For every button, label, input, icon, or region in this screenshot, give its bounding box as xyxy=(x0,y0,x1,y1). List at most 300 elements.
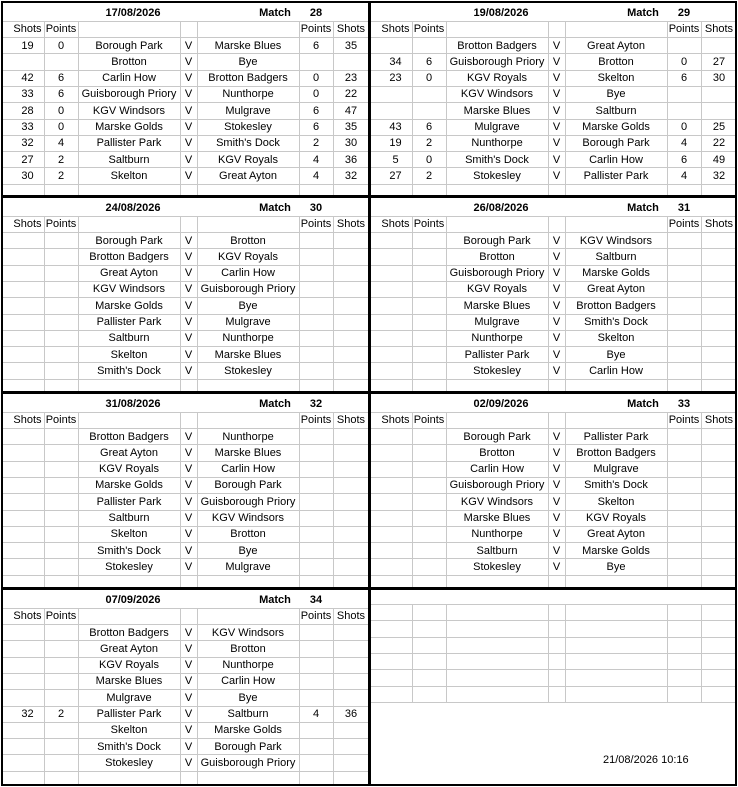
versus-cell[interactable]: V xyxy=(184,137,193,150)
versus-cell[interactable]: V xyxy=(552,299,561,312)
home-shots-cell[interactable] xyxy=(11,445,44,461)
match-number[interactable]: 34 xyxy=(309,594,323,606)
home-shots-cell[interactable]: 32 xyxy=(21,137,34,150)
versus-cell[interactable]: V xyxy=(184,626,193,639)
home-points-cell[interactable] xyxy=(44,265,78,281)
away-points-cell[interactable] xyxy=(299,494,333,510)
versus-cell[interactable]: V xyxy=(184,39,193,52)
away-team-cell[interactable]: Skelton xyxy=(597,332,635,345)
away-shots-cell[interactable]: 22 xyxy=(712,137,726,150)
home-team-cell[interactable]: Marske Blues xyxy=(463,299,531,312)
away-points-cell[interactable]: 4 xyxy=(312,169,320,182)
home-points-cell[interactable]: 2 xyxy=(425,169,433,182)
away-team-cell[interactable]: KGV Royals xyxy=(218,250,278,263)
home-points-cell[interactable] xyxy=(412,477,446,493)
home-shots-cell[interactable]: 23 xyxy=(389,72,402,85)
versus-cell[interactable]: V xyxy=(552,316,561,328)
away-team-cell[interactable]: Marske Blues xyxy=(214,348,282,361)
away-points-cell[interactable] xyxy=(667,249,701,265)
away-team-cell[interactable]: Guisborough Priory xyxy=(200,756,296,769)
versus-cell[interactable]: V xyxy=(184,528,193,541)
home-points-cell[interactable] xyxy=(412,103,446,119)
home-shots-cell[interactable] xyxy=(379,86,412,102)
home-shots-cell[interactable] xyxy=(11,314,44,330)
home-shots-cell[interactable] xyxy=(379,38,412,54)
away-shots-cell[interactable] xyxy=(333,657,369,673)
away-team-cell[interactable]: Carlin How xyxy=(221,675,275,688)
home-points-cell[interactable]: 0 xyxy=(425,72,433,85)
away-team-cell[interactable]: Borough Park xyxy=(214,479,282,492)
away-team-cell[interactable]: Mulgrave xyxy=(593,463,639,476)
versus-cell[interactable]: V xyxy=(184,299,193,312)
away-team-cell[interactable]: Guisborough Priory xyxy=(200,495,296,508)
home-points-cell[interactable] xyxy=(44,559,78,575)
versus-cell[interactable]: V xyxy=(184,169,193,182)
away-points-header[interactable]: Points xyxy=(300,414,332,426)
home-shots-cell[interactable] xyxy=(11,625,44,641)
home-shots-header[interactable]: Shots xyxy=(13,610,42,622)
versus-cell[interactable]: V xyxy=(184,153,193,166)
away-points-cell[interactable] xyxy=(299,314,333,330)
home-team-cell[interactable]: Nunthorpe xyxy=(471,528,523,541)
away-points-cell[interactable] xyxy=(667,314,701,330)
home-shots-cell[interactable] xyxy=(379,445,412,461)
away-shots-cell[interactable]: 32 xyxy=(712,169,726,182)
home-points-cell[interactable]: 6 xyxy=(57,88,65,101)
away-team-cell[interactable]: Brotton Badgers xyxy=(208,72,288,85)
match-date[interactable]: 17/08/2026 xyxy=(105,7,161,19)
home-team-cell[interactable]: Brotton xyxy=(479,446,515,459)
home-team-cell[interactable]: Brotton Badgers xyxy=(457,39,537,52)
away-points-cell[interactable] xyxy=(667,543,701,559)
home-shots-header[interactable]: Shots xyxy=(381,218,410,230)
away-shots-cell[interactable]: 36 xyxy=(344,708,358,720)
home-points-cell[interactable] xyxy=(44,477,78,493)
away-points-cell[interactable]: 0 xyxy=(312,88,320,101)
away-points-cell[interactable] xyxy=(299,54,333,70)
away-team-cell[interactable]: Saltburn xyxy=(595,104,637,117)
away-points-cell[interactable] xyxy=(667,265,701,281)
versus-cell[interactable]: V xyxy=(552,512,561,524)
away-shots-cell[interactable] xyxy=(333,445,369,461)
home-team-cell[interactable]: Borough Park xyxy=(463,430,531,443)
versus-cell[interactable]: V xyxy=(184,55,193,68)
home-shots-cell[interactable] xyxy=(11,477,44,493)
home-team-cell[interactable]: Stokesley xyxy=(105,560,153,573)
home-shots-cell[interactable] xyxy=(11,673,44,689)
away-team-cell[interactable]: Mulgrave xyxy=(225,560,271,573)
away-shots-cell[interactable]: 35 xyxy=(344,121,358,133)
versus-cell[interactable]: V xyxy=(184,316,193,328)
home-shots-cell[interactable] xyxy=(11,330,44,346)
home-points-cell[interactable] xyxy=(44,641,78,657)
versus-cell[interactable]: V xyxy=(552,72,561,85)
away-team-cell[interactable]: Carlin How xyxy=(221,267,275,280)
home-team-cell[interactable]: KGV Windsors xyxy=(460,88,534,101)
away-points-cell[interactable] xyxy=(667,526,701,542)
home-team-cell[interactable]: KGV Windsors xyxy=(92,104,166,117)
away-points-cell[interactable] xyxy=(667,298,701,314)
versus-cell[interactable]: V xyxy=(184,560,193,573)
home-shots-cell[interactable] xyxy=(11,543,44,559)
versus-cell[interactable]: V xyxy=(552,348,561,361)
away-shots-cell[interactable] xyxy=(333,625,369,641)
home-points-cell[interactable] xyxy=(44,510,78,526)
away-points-cell[interactable] xyxy=(667,86,701,102)
versus-cell[interactable]: V xyxy=(552,267,561,280)
away-points-cell[interactable] xyxy=(299,673,333,689)
home-team-cell[interactable]: Skelton xyxy=(110,528,148,541)
home-points-cell[interactable]: 0 xyxy=(57,39,65,52)
home-points-cell[interactable] xyxy=(412,314,446,330)
away-points-header[interactable]: Points xyxy=(300,218,332,230)
home-team-cell[interactable]: Borough Park xyxy=(95,39,163,52)
home-points-cell[interactable] xyxy=(44,330,78,346)
home-points-cell[interactable] xyxy=(412,38,446,54)
away-points-cell[interactable] xyxy=(299,461,333,477)
home-team-cell[interactable]: Stokesley xyxy=(105,756,153,769)
away-team-cell[interactable]: Bye xyxy=(606,560,626,573)
home-points-cell[interactable] xyxy=(412,559,446,575)
versus-cell[interactable]: V xyxy=(184,430,193,443)
home-team-cell[interactable]: Marske Golds xyxy=(95,299,163,312)
home-shots-cell[interactable] xyxy=(11,739,44,755)
away-team-cell[interactable]: Bye xyxy=(238,55,258,68)
home-shots-cell[interactable] xyxy=(379,314,412,330)
away-points-cell[interactable] xyxy=(299,559,333,575)
away-shots-cell[interactable] xyxy=(701,314,737,330)
match-number[interactable]: 32 xyxy=(309,398,323,410)
home-points-cell[interactable]: 2 xyxy=(57,169,65,182)
home-points-cell[interactable] xyxy=(44,347,78,363)
home-shots-cell[interactable]: 28 xyxy=(21,104,34,117)
away-team-cell[interactable]: Carlin How xyxy=(221,463,275,476)
away-points-header[interactable]: Points xyxy=(668,218,700,230)
away-shots-cell[interactable]: 49 xyxy=(712,153,726,166)
home-team-cell[interactable]: Pallister Park xyxy=(96,316,162,328)
away-shots-cell[interactable] xyxy=(333,233,369,249)
home-team-cell[interactable]: Guisborough Priory xyxy=(449,55,545,68)
home-team-cell[interactable]: Skelton xyxy=(110,169,148,182)
away-points-cell[interactable] xyxy=(299,347,333,363)
home-team-cell[interactable]: Carlin How xyxy=(102,72,156,85)
home-shots-cell[interactable] xyxy=(379,281,412,297)
match-label[interactable]: Match xyxy=(627,7,659,19)
away-shots-cell[interactable]: 35 xyxy=(344,39,358,52)
home-points-cell[interactable] xyxy=(44,445,78,461)
versus-cell[interactable]: V xyxy=(552,169,561,182)
home-shots-cell[interactable]: 19 xyxy=(21,39,34,52)
away-shots-cell[interactable] xyxy=(333,641,369,657)
away-points-cell[interactable] xyxy=(299,233,333,249)
away-points-cell[interactable] xyxy=(667,477,701,493)
home-team-cell[interactable]: KGV Royals xyxy=(467,72,527,85)
away-team-cell[interactable]: Great Ayton xyxy=(219,169,277,182)
away-shots-header[interactable]: Shots xyxy=(336,23,366,35)
home-points-cell[interactable] xyxy=(412,526,446,542)
away-team-cell[interactable]: Carlin How xyxy=(589,364,643,377)
home-shots-cell[interactable] xyxy=(11,755,44,771)
away-points-cell[interactable] xyxy=(299,249,333,265)
home-shots-cell[interactable] xyxy=(11,690,44,706)
home-team-cell[interactable]: Brotton Badgers xyxy=(89,626,169,639)
home-team-cell[interactable]: Great Ayton xyxy=(100,642,158,655)
away-team-cell[interactable]: Brotton xyxy=(598,55,634,68)
away-points-cell[interactable] xyxy=(299,330,333,346)
away-shots-cell[interactable] xyxy=(701,265,737,281)
away-team-cell[interactable]: Brotton xyxy=(230,642,266,655)
home-team-cell[interactable]: Pallister Park xyxy=(96,708,162,720)
away-team-cell[interactable]: Saltburn xyxy=(227,708,269,720)
home-points-header[interactable]: Points xyxy=(413,23,445,35)
home-shots-cell[interactable] xyxy=(379,543,412,559)
home-team-cell[interactable]: Marske Golds xyxy=(95,121,163,133)
away-shots-cell[interactable] xyxy=(333,330,369,346)
versus-cell[interactable]: V xyxy=(184,104,193,117)
versus-cell[interactable]: V xyxy=(552,250,561,263)
home-shots-cell[interactable]: 34 xyxy=(389,55,402,68)
home-points-cell[interactable] xyxy=(412,510,446,526)
away-team-cell[interactable]: Smith's Dock xyxy=(584,316,648,328)
home-points-cell[interactable] xyxy=(44,298,78,314)
away-shots-cell[interactable] xyxy=(333,494,369,510)
versus-cell[interactable]: V xyxy=(552,88,561,101)
away-points-cell[interactable] xyxy=(667,330,701,346)
home-team-cell[interactable]: Borough Park xyxy=(95,234,163,247)
away-points-cell[interactable] xyxy=(299,363,333,379)
versus-cell[interactable]: V xyxy=(184,708,193,720)
away-team-cell[interactable]: Bye xyxy=(238,691,258,704)
home-points-header[interactable]: Points xyxy=(413,218,445,230)
away-points-cell[interactable] xyxy=(667,429,701,445)
home-points-cell[interactable] xyxy=(44,739,78,755)
match-date[interactable]: 19/08/2026 xyxy=(473,7,529,19)
match-number[interactable]: 33 xyxy=(677,398,691,410)
away-shots-cell[interactable]: 32 xyxy=(344,169,358,182)
home-team-cell[interactable]: Brotton Badgers xyxy=(89,250,169,263)
versus-cell[interactable]: V xyxy=(184,659,193,672)
home-shots-cell[interactable] xyxy=(11,54,44,70)
away-team-cell[interactable]: KGV Windsors xyxy=(211,626,285,639)
home-team-cell[interactable]: Smith's Dock xyxy=(97,364,161,377)
away-shots-cell[interactable] xyxy=(701,543,737,559)
away-points-cell[interactable]: 4 xyxy=(312,708,320,720)
home-shots-cell[interactable] xyxy=(11,281,44,297)
home-shots-cell[interactable] xyxy=(11,461,44,477)
home-points-cell[interactable] xyxy=(44,429,78,445)
home-shots-cell[interactable]: 42 xyxy=(21,72,34,85)
home-team-cell[interactable]: Guisborough Priory xyxy=(449,479,545,492)
home-team-cell[interactable]: Mulgrave xyxy=(474,121,520,133)
away-team-cell[interactable]: Borough Park xyxy=(582,137,650,150)
versus-cell[interactable]: V xyxy=(552,137,561,150)
home-points-cell[interactable] xyxy=(412,86,446,102)
home-points-cell[interactable] xyxy=(44,755,78,771)
versus-cell[interactable]: V xyxy=(184,495,193,508)
home-shots-header[interactable]: Shots xyxy=(13,218,42,230)
home-shots-cell[interactable]: 33 xyxy=(21,121,34,133)
home-team-cell[interactable]: KGV Windsors xyxy=(460,495,534,508)
home-shots-header[interactable]: Shots xyxy=(13,23,42,35)
versus-cell[interactable]: V xyxy=(184,756,193,769)
match-label[interactable]: Match xyxy=(627,398,659,410)
home-points-cell[interactable] xyxy=(44,314,78,330)
versus-cell[interactable]: V xyxy=(184,724,193,737)
home-team-cell[interactable]: Stokesley xyxy=(473,169,521,182)
home-points-cell[interactable] xyxy=(44,461,78,477)
away-points-header[interactable]: Points xyxy=(300,610,332,622)
away-points-header[interactable]: Points xyxy=(668,23,700,35)
home-shots-cell[interactable] xyxy=(379,429,412,445)
home-shots-cell[interactable] xyxy=(379,233,412,249)
versus-cell[interactable]: V xyxy=(184,740,193,753)
home-team-cell[interactable]: Great Ayton xyxy=(100,267,158,280)
home-points-header[interactable]: Points xyxy=(45,414,77,426)
away-points-cell[interactable]: 2 xyxy=(312,137,320,150)
home-shots-cell[interactable]: 33 xyxy=(21,88,34,101)
home-shots-cell[interactable]: 30 xyxy=(21,169,34,182)
away-shots-cell[interactable] xyxy=(701,363,737,379)
away-team-cell[interactable]: Marske Blues xyxy=(214,446,282,459)
away-shots-cell[interactable]: 27 xyxy=(712,55,726,68)
away-points-cell[interactable]: 4 xyxy=(680,137,688,150)
match-number[interactable]: 30 xyxy=(309,202,323,214)
home-points-cell[interactable] xyxy=(412,445,446,461)
match-date[interactable]: 31/08/2026 xyxy=(105,398,161,410)
home-shots-cell[interactable] xyxy=(11,347,44,363)
away-points-cell[interactable]: 6 xyxy=(312,104,320,117)
away-team-cell[interactable]: Stokesley xyxy=(224,364,272,377)
away-shots-cell[interactable]: 25 xyxy=(712,121,726,133)
away-shots-cell[interactable] xyxy=(701,429,737,445)
away-shots-cell[interactable] xyxy=(701,86,737,102)
home-points-cell[interactable] xyxy=(44,722,78,738)
versus-cell[interactable]: V xyxy=(552,55,561,68)
away-team-cell[interactable]: Stokesley xyxy=(224,121,272,133)
away-points-cell[interactable]: 6 xyxy=(680,72,688,85)
versus-cell[interactable]: V xyxy=(552,234,561,247)
versus-cell[interactable]: V xyxy=(184,283,193,296)
away-points-cell[interactable] xyxy=(299,526,333,542)
away-points-cell[interactable] xyxy=(299,429,333,445)
versus-cell[interactable]: V xyxy=(552,560,561,573)
home-points-cell[interactable]: 0 xyxy=(57,104,65,117)
home-shots-cell[interactable]: 5 xyxy=(392,153,399,166)
home-points-cell[interactable] xyxy=(412,461,446,477)
versus-cell[interactable]: V xyxy=(184,250,193,263)
home-team-cell[interactable]: Pallister Park xyxy=(96,495,162,508)
away-shots-cell[interactable]: 30 xyxy=(712,72,726,85)
home-points-cell[interactable]: 0 xyxy=(57,121,65,133)
home-shots-cell[interactable] xyxy=(379,298,412,314)
match-date[interactable]: 02/09/2026 xyxy=(473,398,529,410)
home-shots-cell[interactable]: 32 xyxy=(21,708,34,720)
home-shots-cell[interactable] xyxy=(379,526,412,542)
away-points-cell[interactable] xyxy=(299,298,333,314)
home-team-cell[interactable]: Mulgrave xyxy=(106,691,152,704)
away-points-cell[interactable] xyxy=(667,103,701,119)
away-team-cell[interactable]: Pallister Park xyxy=(583,430,649,443)
away-shots-header[interactable]: Shots xyxy=(336,414,366,426)
versus-cell[interactable]: V xyxy=(552,544,561,557)
away-team-cell[interactable]: Brotton Badgers xyxy=(576,299,656,312)
away-points-cell[interactable] xyxy=(667,461,701,477)
home-points-cell[interactable] xyxy=(412,249,446,265)
away-points-cell[interactable] xyxy=(667,510,701,526)
away-points-cell[interactable]: 4 xyxy=(312,153,320,166)
match-label[interactable]: Match xyxy=(259,594,291,606)
home-shots-cell[interactable]: 43 xyxy=(389,121,402,133)
home-points-cell[interactable]: 6 xyxy=(425,121,433,133)
away-points-cell[interactable]: 6 xyxy=(312,121,320,133)
away-shots-cell[interactable] xyxy=(701,477,737,493)
home-shots-cell[interactable] xyxy=(379,103,412,119)
away-team-cell[interactable]: Brotton xyxy=(230,234,266,247)
away-points-cell[interactable] xyxy=(299,543,333,559)
away-shots-cell[interactable] xyxy=(333,722,369,738)
away-shots-cell[interactable] xyxy=(333,249,369,265)
away-shots-cell[interactable] xyxy=(333,54,369,70)
away-shots-cell[interactable] xyxy=(333,526,369,542)
away-team-cell[interactable]: Mulgrave xyxy=(225,104,271,117)
away-team-cell[interactable]: Marske Golds xyxy=(214,724,282,737)
home-shots-cell[interactable] xyxy=(379,249,412,265)
home-team-cell[interactable]: Pallister Park xyxy=(96,137,162,150)
versus-cell[interactable]: V xyxy=(184,642,193,655)
home-team-cell[interactable]: KGV Royals xyxy=(467,283,527,296)
home-team-cell[interactable]: Saltburn xyxy=(108,512,150,524)
home-team-cell[interactable]: Saltburn xyxy=(108,153,150,166)
away-points-cell[interactable] xyxy=(667,363,701,379)
away-shots-cell[interactable] xyxy=(333,429,369,445)
away-team-cell[interactable]: Skelton xyxy=(597,495,635,508)
away-shots-cell[interactable]: 22 xyxy=(344,88,358,101)
away-team-cell[interactable]: Marske Golds xyxy=(582,121,650,133)
home-points-header[interactable]: Points xyxy=(45,610,77,622)
away-shots-cell[interactable] xyxy=(701,445,737,461)
home-shots-cell[interactable] xyxy=(11,526,44,542)
away-shots-cell[interactable] xyxy=(333,543,369,559)
home-team-cell[interactable]: Stokesley xyxy=(473,560,521,573)
away-points-cell[interactable] xyxy=(667,445,701,461)
away-points-cell[interactable] xyxy=(667,559,701,575)
home-points-cell[interactable] xyxy=(412,330,446,346)
home-team-cell[interactable]: Carlin How xyxy=(470,463,524,476)
versus-cell[interactable]: V xyxy=(184,446,193,459)
away-shots-cell[interactable] xyxy=(701,347,737,363)
home-points-cell[interactable] xyxy=(44,233,78,249)
away-points-cell[interactable] xyxy=(667,347,701,363)
home-points-cell[interactable]: 2 xyxy=(57,708,65,720)
home-team-cell[interactable]: Marske Blues xyxy=(463,104,531,117)
away-team-cell[interactable]: Marske Golds xyxy=(582,267,650,280)
home-points-cell[interactable] xyxy=(44,249,78,265)
versus-cell[interactable]: V xyxy=(184,234,193,247)
away-shots-cell[interactable] xyxy=(333,265,369,281)
home-points-cell[interactable] xyxy=(44,673,78,689)
home-team-cell[interactable]: Nunthorpe xyxy=(471,137,523,150)
away-points-cell[interactable] xyxy=(299,445,333,461)
away-team-cell[interactable]: KGV Royals xyxy=(218,153,278,166)
away-shots-cell[interactable] xyxy=(333,281,369,297)
home-team-cell[interactable]: Borough Park xyxy=(463,234,531,247)
away-shots-cell[interactable] xyxy=(701,38,737,54)
home-points-cell[interactable] xyxy=(412,265,446,281)
match-date[interactable]: 24/08/2026 xyxy=(105,202,161,214)
away-team-cell[interactable]: Borough Park xyxy=(214,740,282,753)
away-shots-cell[interactable] xyxy=(333,755,369,771)
away-team-cell[interactable]: KGV Windsors xyxy=(579,234,653,247)
